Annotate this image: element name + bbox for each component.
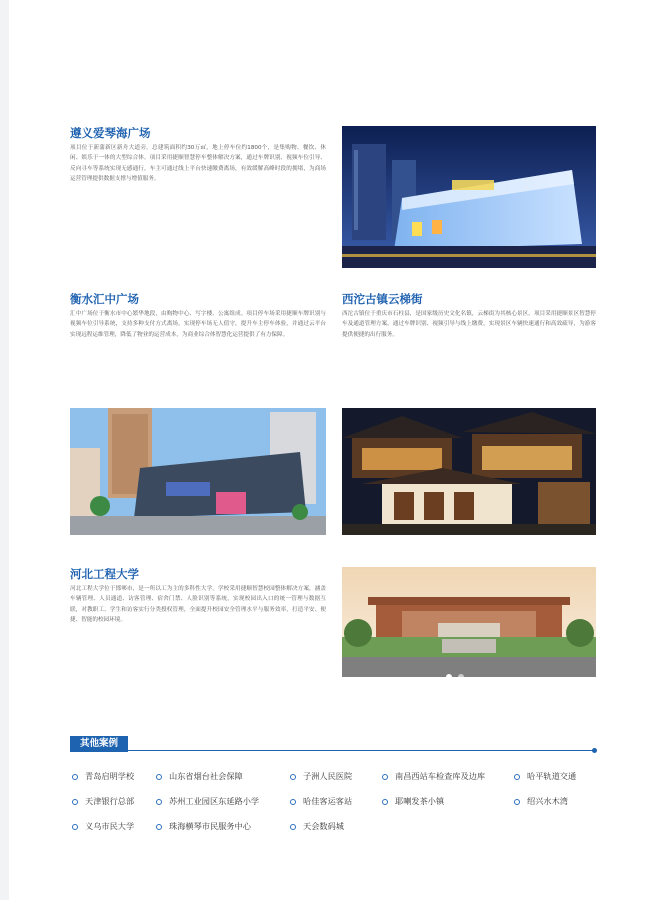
other-case-item: 耶喇发茶小镇: [382, 795, 444, 807]
other-case-item: 南昌西站车检查库及边库: [382, 770, 485, 782]
other-case-item: 青岛启明学校: [72, 770, 134, 782]
circle-bullet-icon: [72, 799, 78, 805]
circle-bullet-icon: [156, 774, 162, 780]
case-title-xituo: 西沱古镇云梯街: [342, 292, 423, 306]
section-divider-line: [128, 750, 594, 751]
other-case-item: 苏州工业园区东延路小学: [156, 795, 259, 807]
circle-bullet-icon: [514, 774, 520, 780]
circle-bullet-icon: [290, 774, 296, 780]
carousel-dots: [446, 665, 470, 677]
other-case-item: 哈平轨道交通: [514, 770, 576, 782]
photo-xituo-ancient-town: [342, 408, 596, 535]
case-body-hebei-university: 河北工程大学位于邯郸市，是一所以工为主的多科性大学。学校采用捷顺智慧校园整体解决方案，涵盖车辆管理、人员通道、访客管理、宿舍门禁、人脸识别等系统，实现校园出入口的统一管理与数据互联，对教职工、学生和访客实行分类授权管理，全面提升校园安全管理水平与服务效率，打造平安、便捷、智能的校园环境。: [70, 586, 326, 624]
case-title-zunyi: 遵义爱琴海广场: [70, 126, 151, 140]
circle-bullet-icon: [382, 774, 388, 780]
other-case-item: 义乌市民大学: [72, 820, 134, 832]
other-case-item: 子洲人民医院: [290, 770, 352, 782]
photo-hengshui-huizhong-plaza: [70, 408, 326, 535]
other-case-item: 天会数码城: [290, 820, 344, 832]
page-margin-strip: [0, 0, 9, 900]
circle-bullet-icon: [156, 824, 162, 830]
circle-bullet-icon: [156, 799, 162, 805]
other-cases-heading: 其他案例: [70, 736, 128, 752]
section-divider-dot: [592, 748, 597, 753]
circle-bullet-icon: [72, 774, 78, 780]
photo-hebei-university: [342, 567, 596, 677]
circle-bullet-icon: [290, 799, 296, 805]
case-body-zunyi: 项目位于新蒲新区新舟大道旁，总建筑面积约30万㎡，地上停车位约1800个，是集购物、餐饮、休闲、娱乐于一体的大型综合体。项目采用捷顺智慧停车整体解决方案，通过车牌识别、视频车位引导、反向寻车等系统实现无感通行，车主可通过线上平台快速缴费离场，有效缓解高峰时段的拥堵，为商场运营管理提供数据支撑与增值服务。: [70, 145, 326, 183]
photo-zunyi-aegean-plaza: [342, 126, 596, 268]
circle-bullet-icon: [72, 824, 78, 830]
other-case-item: 珠海横琴市民服务中心: [156, 820, 251, 832]
carousel-dot-2[interactable]: [458, 674, 464, 677]
other-case-item: 山东省烟台社会保障: [156, 770, 243, 782]
carousel-dot-1[interactable]: [446, 674, 452, 677]
case-body-hengshui: 汇中广场位于衡水市中心繁华地段，由购物中心、写字楼、公寓组成。项目停车场采用捷顺车牌识别与视频车位引导系统，支持多种支付方式离场，实现停车场无人值守，提升车主停车体验，并通过云平台实现远程运维管理，降低了物业的运营成本，为商业综合体智慧化运营提供了有力保障。: [70, 311, 326, 338]
circle-bullet-icon: [290, 824, 296, 830]
other-case-item: 哈佳客运客站: [290, 795, 352, 807]
other-case-item: 天津银行总部: [72, 795, 134, 807]
case-title-hengshui: 衡水汇中广场: [70, 292, 139, 306]
case-body-xituo: 西沱古镇位于重庆市石柱县，是国家级历史文化名镇，云梯街为其核心景区。项目采用捷顺景区智慧停车及通道管理方案，通过车牌识别、视频引导与线上缴费，实现景区车辆快速通行和高效疏导，为游客提供便捷的出行服务。: [342, 311, 596, 338]
case-title-hebei-university: 河北工程大学: [70, 567, 139, 581]
circle-bullet-icon: [514, 799, 520, 805]
circle-bullet-icon: [382, 799, 388, 805]
other-case-item: 绍兴水木湾: [514, 795, 568, 807]
